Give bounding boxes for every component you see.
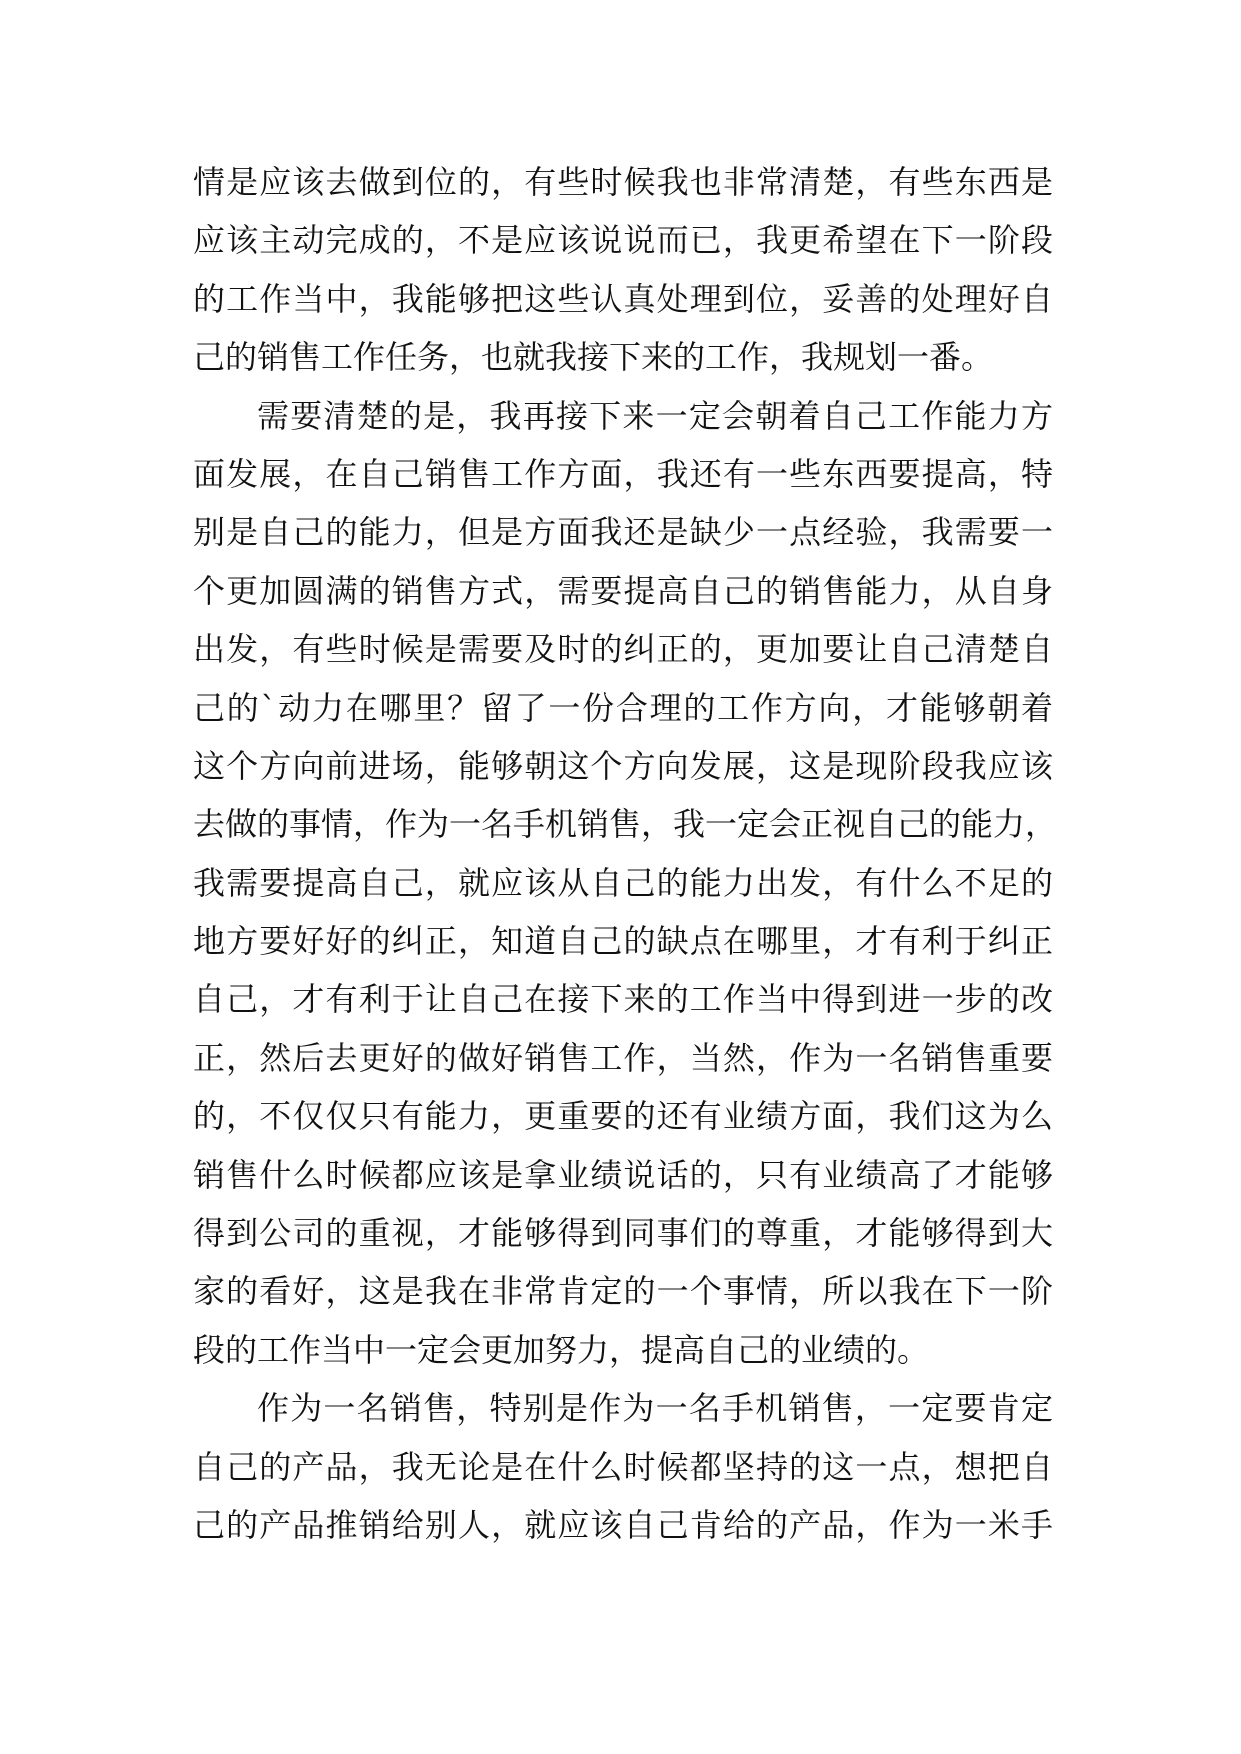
text-line: 面发展，在自己销售工作方面，我还有一些东西要提高，特 [193,454,1053,493]
text-line: 自己，才有利于让自己在接下来的工作当中得到进一步的改 [193,980,1053,1019]
text-line: 正，然后去更好的做好销售工作，当然，作为一名销售重要 [193,1038,1053,1077]
text-line: 自己的产品，我无论是在什么时候都坚持的这一点，想把自 [193,1447,1053,1486]
text-line: 需要清楚的是，我再接下来一定会朝着自己工作能力方 [257,396,1053,435]
text-line: 的工作当中，我能够把这些认真处理到位，妥善的处理好自 [193,279,1053,318]
text-line: 我需要提高自己，就应该从自己的能力出发，有什么不足的 [193,863,1053,902]
text-line: 别是自己的能力，但是方面我还是缺少一点经验，我需要一 [193,513,1053,552]
text-line: 销售什么时候都应该是拿业绩说话的，只有业绩高了才能够 [193,1155,1053,1194]
text-line: 作为一名销售，特别是作为一名手机销售，一定要肯定 [257,1389,1053,1428]
text-line: 这个方向前进场，能够朝这个方向发展，这是现阶段我应该 [193,746,1053,785]
text-line: 得到公司的重视，才能够得到同事们的尊重，才能够得到大 [193,1214,1053,1253]
document-body [193,153,1058,1554]
text-line: 应该主动完成的，不是应该说说而已，我更希望在下一阶段 [193,221,1053,260]
text-line: 段的工作当中一定会更加努力，提高自己的业绩的。 [193,1330,930,1369]
text-line: 的，不仅仅只有能力，更重要的还有业绩方面，我们这为么 [193,1097,1053,1136]
text-line: 去做的事情，作为一名手机销售，我一定会正视自己的能力， [193,805,1058,844]
text-line: 出发，有些时候是需要及时的纠正的，更加要让自己清楚自 [193,630,1053,669]
text-line: 己的`动力在哪里？留了一份合理的工作方向，才能够朝着 [193,688,1053,727]
text-line: 情是应该去做到位的，有些时候我也非常清楚，有些东西是 [193,163,1053,201]
text-line: 家的看好，这是我在非常肯定的一个事情，所以我在下一阶 [193,1272,1053,1311]
text-line: 己的产品推销给别人，就应该自己肯给的产品，作为一米手 [193,1505,1053,1544]
text-line: 个更加圆满的销售方式，需要提高自己的销售能力，从自身 [193,571,1053,610]
text-line: 地方要好好的纠正，知道自己的缺点在哪里，才有利于纠正 [193,922,1053,961]
text-line: 己的销售工作任务，也就我接下来的工作，我规划一番。 [193,338,994,377]
